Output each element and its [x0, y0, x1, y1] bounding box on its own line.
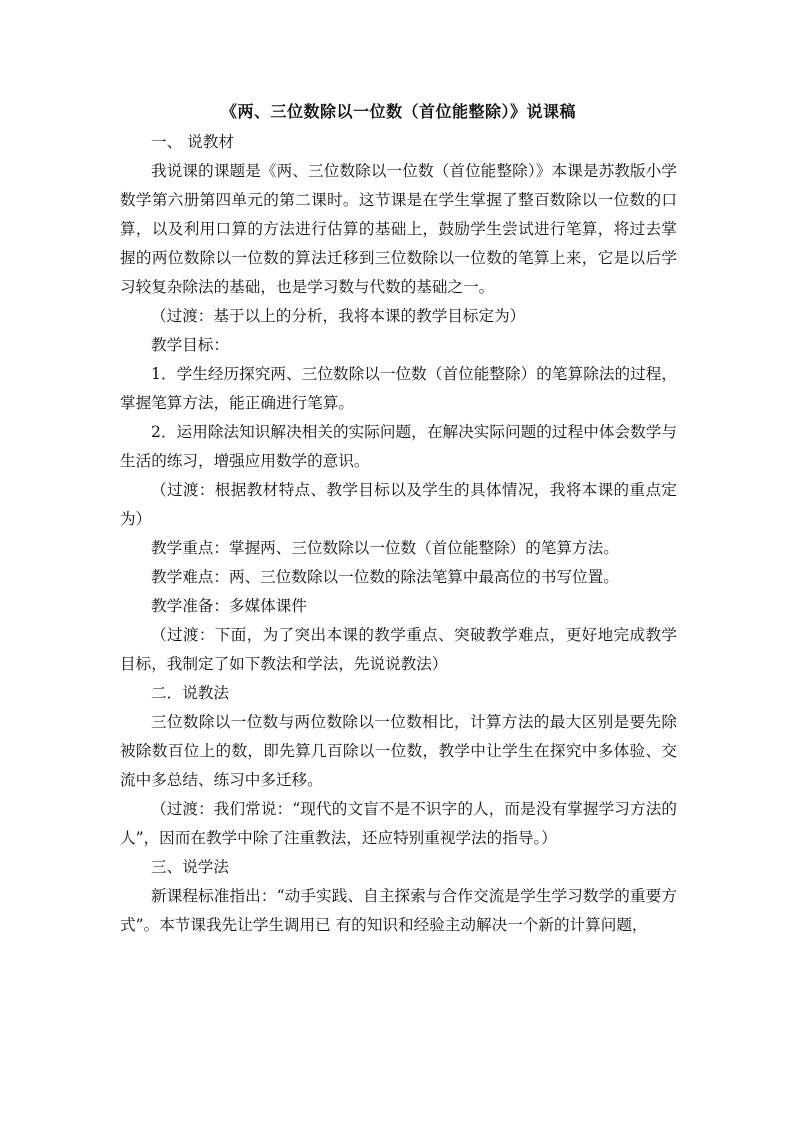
section-heading-learning-method: 三、说学法 [151, 858, 229, 876]
paragraph-transition-learning: （过渡：我们常说：“现代的文盲不是不识字的人，而是没有掌握学习方法的人”，因而在教学中除了注重教法，还应特别重视学法的指导。） [120, 800, 677, 847]
paragraph-goal-2: 2．运用除法知识解决相关的实际问题，在解决实际问题的过程中体会数学与生活的练习，增强应用数学的意识。 [120, 423, 677, 470]
paragraph-textbook-intro: 我说课的课题是《两、三位数除以一位数（首位能整除）》本课是苏教版小学数学第六册第四单元的第二课时。这节课是在学生掌握了整百数除以一位数的口算，以及利用口算的方法进行估算的基础上，鼓励学生尝试进行笔算，将过去掌握的两位数除以一位数的算法迁移到三位数除以一位数的笔算上来，它是以后学习较复杂除法的基础，也是学习数与代数的基础之一。 [120, 162, 677, 296]
document-title: 《两、三位数除以一位数（首位能整除）》说课稿 [220, 102, 576, 121]
paragraph-transition-key-points: （过渡：根据教材特点、教学目标以及学生的具体情况，我将本课的重点定为） [120, 481, 677, 528]
paragraph-learning-method: 新课程标准指出：“动手实践、自主探索与合作交流是学生学习数学的重要方式”。本节课我先让学生调用已 有的知识和经验主动解决一个新的计算问题， [120, 887, 677, 934]
paragraph-difficulty: 教学难点：两、三位数除以一位数的除法笔算中最高位的书写位置。 [151, 568, 619, 586]
paragraph-preparation: 教学准备：多媒体课件 [151, 597, 307, 615]
paragraph-goal-1: 1．学生经历探究两、三位数除以一位数（首位能整除）的笔算除法的过程，掌握笔算方法，能正确进行笔算。 [120, 365, 677, 412]
paragraph-transition-goals: （过渡：基于以上的分析，我将本课的教学目标定为） [151, 307, 526, 325]
paragraph-key-point: 教学重点：掌握两、三位数除以一位数（首位能整除）的笔算方法。 [151, 539, 619, 557]
document-body [120, 128, 677, 940]
paragraph-teaching-method: 三位数除以一位数与两位数除以一位数相比，计算方法的最大区别是要先除被除数百位上的数，即先算几百除以一位数，教学中让学生在探究中多体验、交流中多总结、练习中多迁移。 [120, 713, 677, 789]
paragraph-goals-label: 教学目标： [151, 336, 229, 354]
section-heading-teaching-method: 二．说教法 [151, 684, 229, 702]
paragraph-transition-methods: （过渡：下面，为了突出本课的教学重点、突破教学难点，更好地完成教学目标，我制定了如下教法和学法，先说说教法） [120, 626, 677, 673]
section-heading-textbook: 一、 说教材 [151, 133, 234, 151]
